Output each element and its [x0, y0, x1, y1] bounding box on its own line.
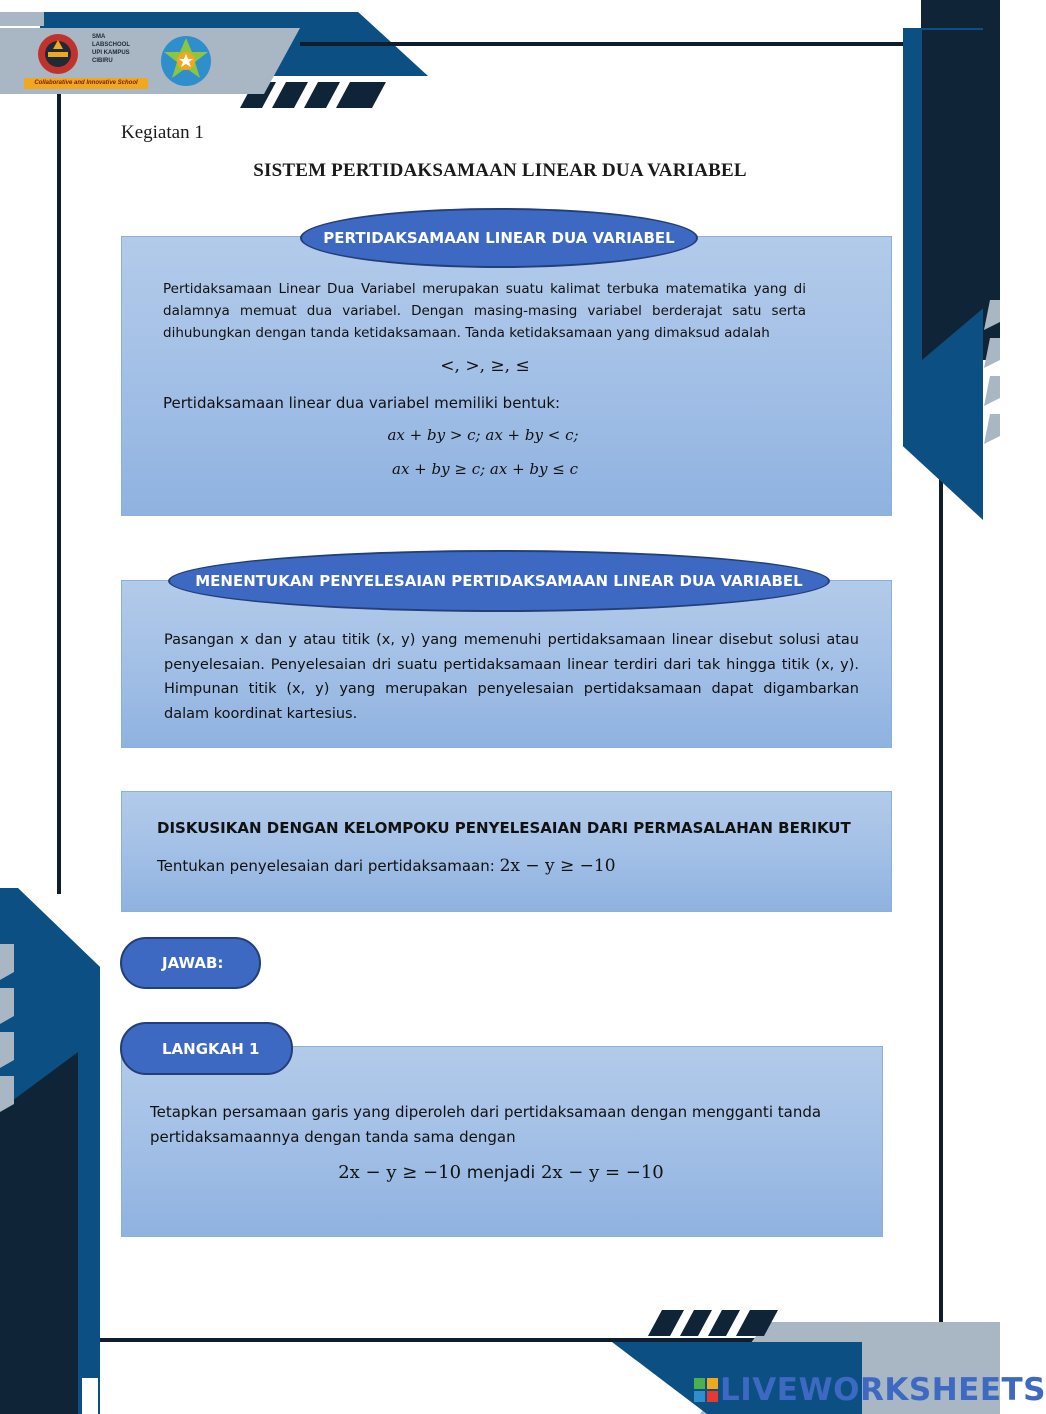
school-emblem-icon — [36, 32, 80, 76]
decor-stripes-bottom — [648, 1310, 780, 1336]
section3-heading: DISKUSIKAN DENGAN KELOMPOKU PENYELESAIAN DARI PERMASALAHAN BERIKUT — [157, 819, 851, 837]
section3-prompt-line — [157, 853, 857, 879]
page-title: SISTEM PERTIDAKSAMAAN LINEAR DUA VARIABEL — [253, 160, 747, 181]
langkah1-paragraph: Tetapkan persamaan garis yang diperoleh dari pertidaksamaan dengan mengganti tanda pertidaksamaannya dengan tanda sama dengan — [150, 1103, 822, 1146]
form-line-2: ax + by ≥ c; ax + by ≤ c — [392, 460, 578, 478]
langkah1-connector: menjadi — [466, 1163, 536, 1183]
langkah1-expr-left: 2x − y ≥ −10 — [338, 1162, 462, 1183]
section2-paragraph: Pasangan x dan y atau titik (x, y) yang memenuhi pertidaksamaan linear disebut solusi atau penyelesaian. Penyelesaian dri suatu pertidaksamaan linear terdiri dari tak hingga titik (x, y). Himpunan titik (x, y) yang merupakan penyelesaian pertidaksamaan dapat digambarkan dalam koordinat kartesius. — [164, 632, 859, 722]
inequality-symbols: <, >, ≥, ≤ — [440, 356, 530, 376]
section1-heading: PERTIDAKSAMAAN LINEAR DUA VARIABEL — [300, 208, 698, 268]
liveworksheets-logo-icon — [694, 1378, 718, 1402]
form-line-1: ax + by > c; ax + by < c; — [387, 426, 579, 444]
decor-left-bottom-white-bar — [82, 1378, 98, 1414]
frame-left-line — [57, 94, 61, 894]
frame-top-line — [300, 42, 940, 46]
decor-top-left-small — [0, 12, 44, 26]
school-name: SMA LABSCHOOL UPI KAMPUS CIBIRU — [92, 34, 130, 64]
school-tagline: Collaborative and Innovative School — [24, 78, 148, 89]
langkah1-expr-right: 2x − y = −10 — [540, 1162, 664, 1183]
liveworksheets-watermark[interactable]: LIVEWORKSHEETS — [720, 1372, 1046, 1408]
section1-paragraph: Pertidaksamaan Linear Dua Variabel merupakan suatu kalimat terbuka matematika yang di dalamnya memuat dua variabel. Dengan masing-masing variabel berderajat satu serta dihubungkan dengan tanda ketidaksamaan. Tanda ketidaksamaan yang dimaksud adalah — [163, 281, 806, 341]
section3-prompt: Tentukan penyelesaian dari pertidaksamaan: — [157, 857, 495, 875]
section2-heading: MENENTUKAN PENYELESAIAN PERTIDAKSAMAAN LINEAR DUA VARIABEL — [168, 550, 830, 612]
langkah1-label: LANGKAH 1 — [120, 1022, 293, 1075]
jawab-label: JAWAB: — [120, 937, 261, 989]
langkah1-expression — [0, 1162, 1002, 1183]
star-emblem-icon — [156, 32, 216, 90]
kegiatan-label: Kegiatan 1 — [121, 122, 204, 143]
section3-inequality: 2x − y ≥ −10 — [499, 856, 616, 876]
form-intro: Pertidaksamaan linear dua variabel memiliki bentuk: — [163, 394, 561, 412]
decor-right-grey-ticks — [984, 300, 1000, 500]
section3-box — [121, 791, 892, 912]
decor-left-grey-ticks — [0, 944, 14, 1114]
